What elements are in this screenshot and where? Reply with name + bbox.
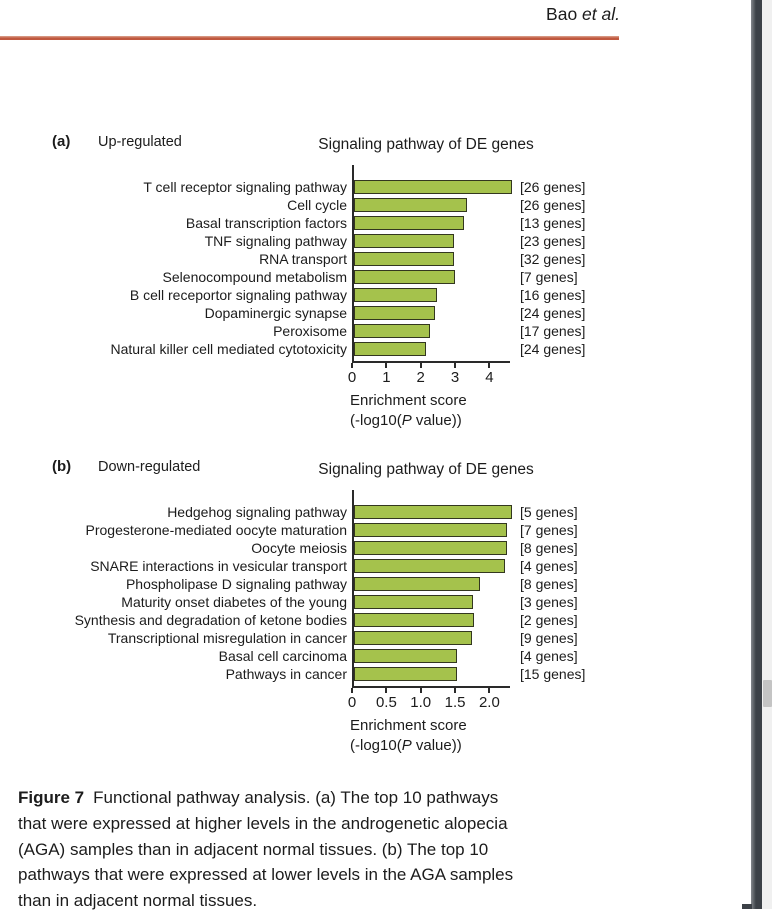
enrichment-bar	[354, 649, 457, 663]
scrollbar-thumb[interactable]	[763, 680, 772, 707]
enrichment-bar	[354, 234, 454, 248]
gene-count-label: [5 genes]	[520, 504, 578, 520]
pathway-label: Synthesis and degradation of ketone bodies	[74, 612, 347, 628]
x-tick-mark	[420, 363, 422, 368]
gene-count-label: [2 genes]	[520, 612, 578, 628]
x-label-line1: Enrichment score	[350, 392, 467, 409]
gene-count-label: [13 genes]	[520, 215, 586, 231]
gene-count-label: [26 genes]	[520, 179, 586, 195]
enrichment-bar	[354, 559, 505, 573]
x-tick-label: 0	[347, 369, 357, 386]
chart-a-x-axis-label	[350, 391, 467, 431]
running-head-author	[546, 4, 620, 25]
gene-count-label: [8 genes]	[520, 540, 578, 556]
chart-b-bars	[0, 503, 751, 683]
chart-b-title: Signaling pathway of DE genes	[318, 461, 534, 478]
x-tick-mark	[454, 688, 456, 693]
gene-count-label: [9 genes]	[520, 630, 578, 646]
figure-number: Figure 7	[18, 788, 85, 807]
chart-a-upregulated	[0, 128, 760, 453]
author-name: Bao	[546, 4, 583, 24]
pathway-label: Progesterone-mediated oocyte maturation	[85, 522, 347, 538]
x-tick-label: 4	[485, 369, 494, 386]
x-tick-label: 1	[382, 369, 391, 386]
enrichment-bar	[354, 667, 457, 681]
gene-count-label: [24 genes]	[520, 341, 586, 357]
scrollbar-track[interactable]	[762, 0, 772, 909]
enrichment-bar	[354, 270, 455, 284]
pathway-label: SNARE interactions in vesicular transport	[90, 558, 347, 574]
chart-row	[0, 611, 751, 629]
caption-line: pathways that were expressed at lower levels in the AGA samples	[18, 865, 514, 885]
chart-row	[0, 178, 751, 196]
page-edge-shadow	[751, 0, 762, 909]
enrichment-bar	[354, 613, 474, 627]
x-tick-label: 1.5	[444, 694, 466, 711]
enrichment-bar	[354, 288, 437, 302]
x-tick-label: 0.5	[375, 694, 397, 711]
x-tick-label: 0	[347, 694, 357, 711]
pathway-label: Natural killer cell mediated cytotoxicity	[110, 341, 347, 357]
enrichment-bar	[354, 523, 507, 537]
author-etal: et al.	[582, 4, 620, 24]
x-label-line2: (-log10(P value))	[350, 737, 462, 754]
pathway-label: Oocyte meiosis	[251, 540, 347, 556]
panel-b-group-label: Down-regulated	[98, 459, 201, 475]
chart-row	[0, 665, 751, 683]
chart-row	[0, 557, 751, 575]
x-label-line1: Enrichment score	[350, 717, 467, 734]
pathway-label: B cell receportor signaling pathway	[129, 287, 347, 303]
x-tick-mark	[488, 363, 490, 368]
gene-count-label: [24 genes]	[520, 305, 586, 321]
pathway-label: TNF signaling pathway	[204, 233, 347, 249]
header-rule	[0, 36, 619, 40]
gene-count-label: [4 genes]	[520, 648, 578, 664]
pathway-label: Peroxisome	[273, 323, 347, 339]
pathway-label: Cell cycle	[287, 197, 347, 213]
gene-count-label: [4 genes]	[520, 558, 578, 574]
chart-a-bars	[0, 178, 751, 358]
chart-row	[0, 196, 751, 214]
chart-row	[0, 539, 751, 557]
chart-a-title: Signaling pathway of DE genes	[318, 136, 534, 153]
pathway-label: Selenocompound metabolism	[162, 269, 347, 285]
enrichment-bar	[354, 505, 512, 519]
gene-count-label: [3 genes]	[520, 594, 578, 610]
panel-b-letter: (b)	[52, 458, 72, 475]
enrichment-bar	[354, 541, 507, 555]
chart-row	[0, 340, 751, 358]
chart-row	[0, 232, 751, 250]
pathway-label: Maturity onset diabetes of the young	[121, 594, 347, 610]
gene-count-label: [23 genes]	[520, 233, 586, 249]
chart-row	[0, 214, 751, 232]
pathway-label: RNA transport	[259, 251, 347, 267]
x-tick-mark	[454, 363, 456, 368]
gene-count-label: [8 genes]	[520, 576, 578, 592]
chart-a-x-axis	[352, 361, 510, 363]
chart-row	[0, 286, 751, 304]
x-tick-mark	[420, 688, 422, 693]
pathway-label: Dopaminergic synapse	[204, 305, 347, 321]
chart-row	[0, 521, 751, 539]
gene-count-label: [16 genes]	[520, 287, 586, 303]
pathway-label: Hedgehog signaling pathway	[167, 504, 347, 520]
pathway-label: Basal transcription factors	[185, 215, 347, 231]
gene-count-label: [15 genes]	[520, 666, 586, 682]
chart-row	[0, 593, 751, 611]
panel-a-letter: (a)	[52, 133, 71, 150]
x-tick-label: 1.0	[410, 694, 432, 711]
enrichment-bar	[354, 324, 430, 338]
gene-count-label: [7 genes]	[520, 522, 578, 538]
x-tick-mark	[385, 363, 387, 368]
enrichment-bar	[354, 216, 464, 230]
gene-count-label: [17 genes]	[520, 323, 586, 339]
figure-caption	[18, 785, 666, 914]
caption-line: that were expressed at higher levels in the androgenetic alopecia	[18, 813, 508, 833]
x-tick-label: 3	[450, 369, 460, 386]
gene-count-label: [32 genes]	[520, 251, 586, 267]
caption-line: (AGA) samples than in adjacent normal tissues. (b) The top 10	[18, 839, 489, 859]
enrichment-bar	[354, 180, 512, 194]
pathway-label: Transcriptional misregulation in cancer	[107, 630, 347, 646]
x-tick-label: 2	[416, 369, 425, 386]
caption-line: than in adjacent normal tissues.	[18, 891, 258, 911]
chart-row	[0, 629, 751, 647]
pathway-label: T cell receptor signaling pathway	[143, 179, 347, 195]
enrichment-bar	[354, 577, 480, 591]
chart-row	[0, 503, 751, 521]
x-tick-mark	[351, 363, 353, 368]
x-label-line2: (-log10(P value))	[350, 412, 462, 429]
enrichment-bar	[354, 252, 454, 266]
chart-row	[0, 268, 751, 286]
enrichment-bar	[354, 595, 473, 609]
pathway-label: Phospholipase D signaling pathway	[125, 576, 347, 592]
enrichment-bar	[354, 198, 467, 212]
chart-b-x-axis	[352, 686, 510, 688]
caption-line: Figure 7 Functional pathway analysis. (a) The top 10 pathways	[18, 788, 499, 807]
enrichment-bar	[354, 342, 426, 356]
chart-row	[0, 575, 751, 593]
x-tick-mark	[351, 688, 353, 693]
x-tick-mark	[385, 688, 387, 693]
chart-row	[0, 322, 751, 340]
enrichment-bar	[354, 631, 472, 645]
page-bottom-edge	[742, 904, 752, 909]
gene-count-label: [7 genes]	[520, 269, 578, 285]
enrichment-bar	[354, 306, 435, 320]
gene-count-label: [26 genes]	[520, 197, 586, 213]
pathway-label: Pathways in cancer	[225, 666, 347, 682]
panel-a-group-label: Up-regulated	[98, 134, 182, 150]
chart-b-downregulated	[0, 453, 760, 778]
chart-b-x-axis-label	[350, 716, 467, 756]
chart-row	[0, 250, 751, 268]
chart-row	[0, 304, 751, 322]
x-tick-mark	[488, 688, 490, 693]
x-tick-label: 2.0	[478, 694, 500, 711]
chart-row	[0, 647, 751, 665]
pathway-label: Basal cell carcinoma	[218, 648, 347, 664]
